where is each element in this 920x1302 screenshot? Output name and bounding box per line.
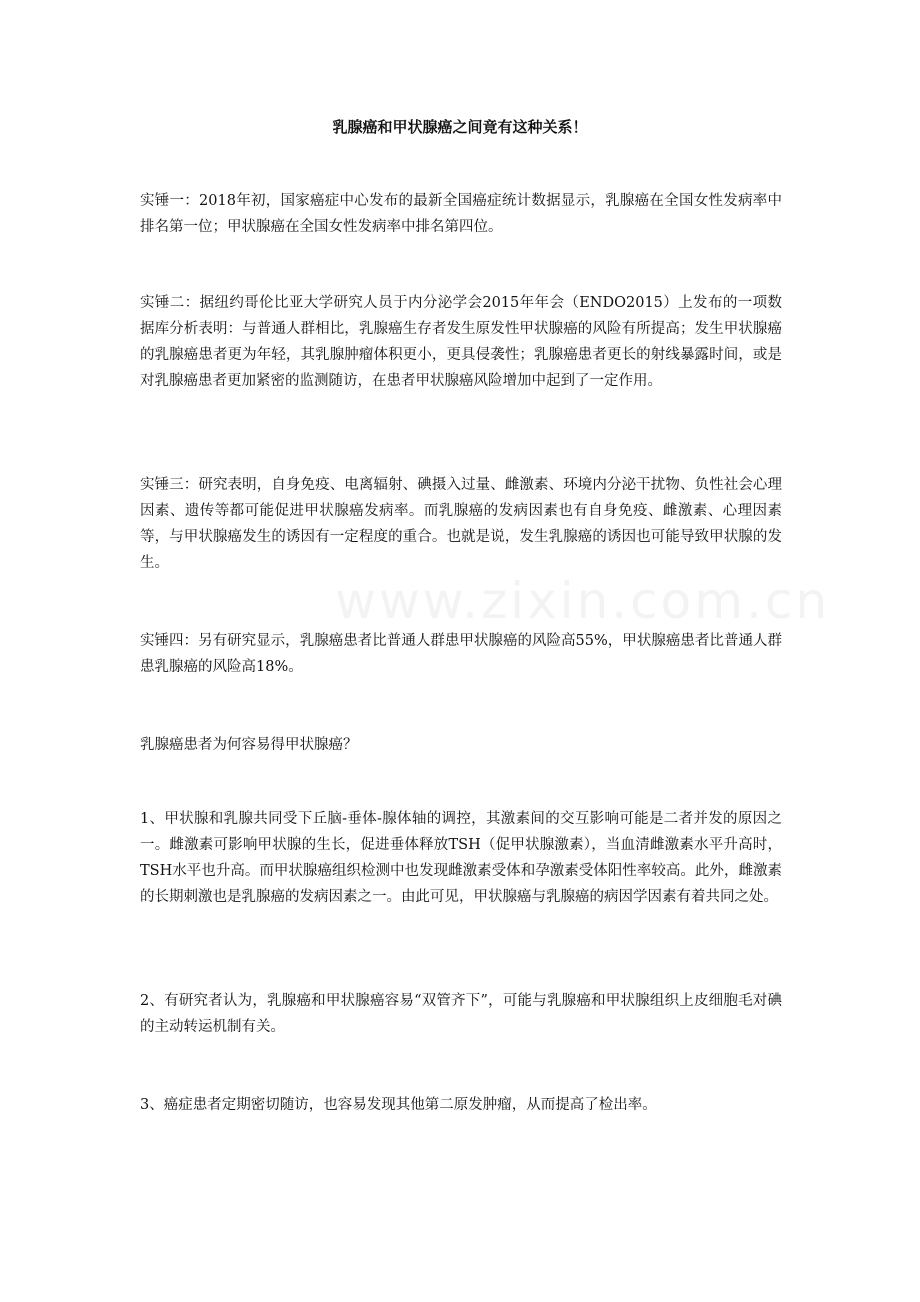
paragraph-reason-1: 1、甲状腺和乳腺共同受下丘脑-垂体-腺体轴的调控，其激素间的交互影响可能是二者并发的原因之一。雌激素可影响甲状腺的生长，促进垂体释放TSH（促甲状腺激素），当血清雌激素水平升高时，TSH水平也升高。而甲状腺癌组织检测中也发现雌激素受体和孕激素受体阳性率较高。此外，雌激素的长期刺激也是乳腺癌的发病因素之一。由此可见，甲状腺癌与乳腺癌的病因学因素有着共同之处。 (140, 811, 782, 905)
paragraph-reason-2: 2、有研究者认为，乳腺癌和甲状腺癌容易“双管齐下”，可能与乳腺癌和甲状腺组织上皮细胞毛对碘的主动转运机制有关。 (140, 993, 782, 1035)
paragraph-reason-3: 3、癌症患者定期密切随访，也容易发现其他第二原发肿瘤，从而提高了检出率。 (140, 1097, 657, 1113)
document-title: 乳腺癌和甲状腺癌之间竟有这种关系！ (332, 118, 588, 136)
paragraph-fact-4: 实锤四：另有研究显示，乳腺癌患者比普通人群患甲状腺癌的风险高55%，甲状腺癌患者比普通人群患乳腺癌的风险高18%。 (140, 633, 782, 675)
paragraph-fact-2: 实锤二：据纽约哥伦比亚大学研究人员于内分泌学会2015年年会（ENDO2015）上发布的一项数据库分析表明：与普通人群相比，乳腺癌生存者发生原发性甲状腺癌的风险有所提高；发生甲状腺癌的乳腺癌患者更为年轻，其乳腺肿瘤体积更小，更具侵袭性；乳腺癌患者更长的射线暴露时间，或是对乳腺癌患者更加紧密的监测随访，在患者甲状腺癌风险增加中起到了一定作用。 (140, 295, 782, 389)
paragraph-fact-1: 实锤一：2018年初，国家癌症中心发布的最新全国癌症统计数据显示，乳腺癌在全国女性发病率中排名第一位；甲状腺癌在全国女性发病率中排名第四位。 (140, 193, 782, 235)
paragraph-fact-3: 实锤三：研究表明，自身免疫、电离辐射、碘摄入过量、雌激素、环境内分泌干扰物、负性社会心理因素、遗传等都可能促进甲状腺癌发病率。而乳腺癌的发病因素也有自身免疫、雌激素、心理因素等，与甲状腺癌发生的诱因有一定程度的重合。也就是说，发生乳腺癌的诱因也可能导致甲状腺的发生。 (140, 477, 782, 571)
watermark: www.zixin.com.cn (335, 572, 831, 630)
section-question: 乳腺癌患者为何容易得甲状腺癌？ (140, 737, 358, 753)
